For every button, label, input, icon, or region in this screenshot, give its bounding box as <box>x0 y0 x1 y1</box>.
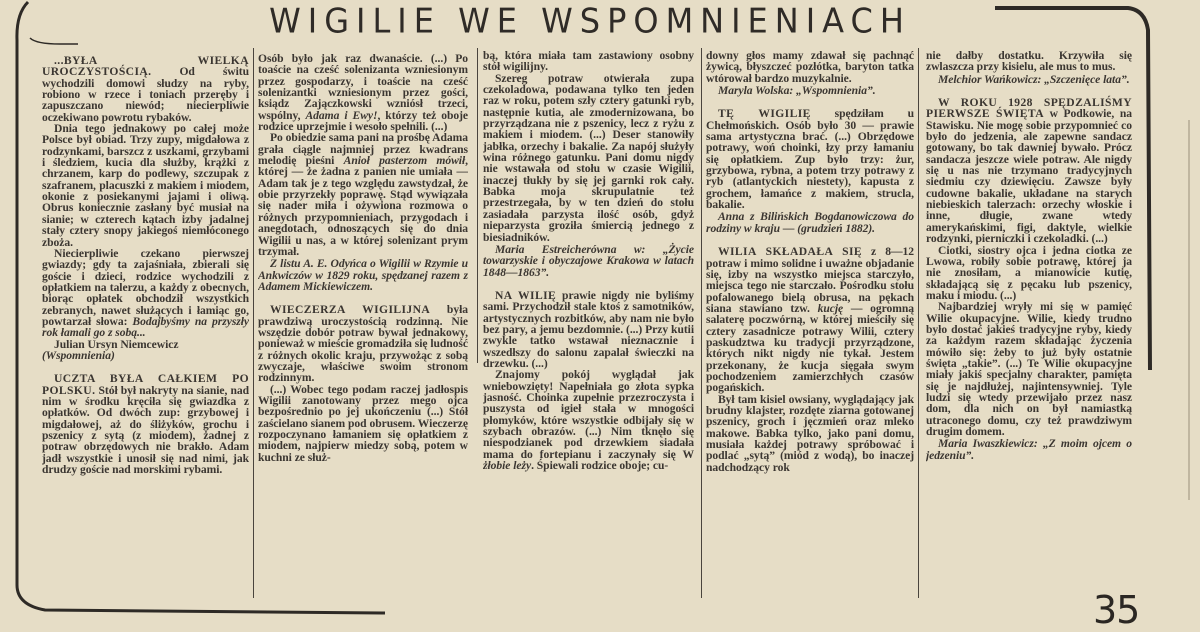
section-lead: TĘ WIGILIĘ <box>718 107 811 121</box>
text: Stół był nakryty na sianie, nad nim w środku kręciła się gwiazdka z opłatków. Od dwóch zup: grzybowej i migdałowej, aż do śliżyków, grochu i pszenicy z sytą (z miodem), żadnej z potraw obrzędowych nie brakło. Adam jadł wszystkie i unosił się nad nimi, jak drudzy goście nad morskimi rybami. <box>42 383 249 477</box>
italic-text: Bodajbyśmy na przyszły rok łamali go z sobą... <box>42 314 249 340</box>
text: Był tam kisiel owsiany, wyglądający jak brudny klajster, rozdęte ziarna gotowanej pszenicy, groch i jęczmień oraz mleko makowe. Babka tylko, jako pani domu, musiała każdej potrawy spróbować i podlać „sytą” (miód z wodą), bo inaczej nadchodzący rok <box>706 392 914 474</box>
italic-text: kucję <box>817 301 844 315</box>
section-lead: W ROKU 1928 SPĘDZALIŚMY PIERWSZE ŚWIĘTA <box>926 96 1132 121</box>
text: (...) Wobec tego podam raczej jadłospis Wigilii zanotowany przez mego ojca bezpośrednio po jej ukończeniu (...) Stół zaścielano sianem pod obrusem. Wieczerzę rozpoczynano łamaniem się opłatkiem z miodem, najpierw miedzy sobą, potem w kuchni ze służ- <box>258 382 468 464</box>
paragraph <box>926 301 1132 437</box>
paragraph <box>42 55 249 123</box>
source-citation <box>926 438 1132 461</box>
section-lead: NA WILIĘ <box>495 288 557 302</box>
paragraph <box>42 123 249 248</box>
text: Ciotki, siostry ojca i jedna ciotka ze Lwowa, robiły sobie potrawę, której ja nie znosiłam, a mianowicie kutię, składającą się z pęcaku lub pszenicy, maku i miodu. (...) <box>926 243 1132 302</box>
text: Znajomy pokój wyglądał jak wniebowzięty! Napełniała go złota sypka jasność. Choinka zupełnie przezroczysta i puszysta od igieł stała w mnogości płomyków, które wszystkie odbijały się w szybach obrazów. (...) Nim tknęło się niespodzianek pod drzewkiem siadała mama do fortepianu i zaczynały się W <box>483 368 694 461</box>
paragraph <box>706 246 914 393</box>
source-citation <box>926 74 1132 85</box>
paragraph <box>258 53 468 132</box>
text: Maria Estreicherówna w: „Życie towarzyskie i obyczajowe Krakowa w latach 1848—1863”. <box>483 242 694 279</box>
text: spędziłam u Chełmońskich. Osób było 30 — prawie sama artystyczna brać. (...) Obrzędowe potrawy, woń choinki, łzy przy łamaniu się opłatkiem. Zup było trzy: żur, grzybowa, rybna, a potem trzy potrawy z ryb (atlantyckich niestety), kapusta z grochem, łamańce z makiem, strucla, bakalie. <box>706 107 914 212</box>
text: nie dałby dostatku. Krzywiła się zwlaszcza przy kisielu, ale mus to mus. <box>926 50 1132 74</box>
text: Najbardziej wryły mi się w pamięć Wilie okupacyjne. Wilie, kiedy trudno było dostać jakieś tradycyjne ryby, kiedy za każdym razem składając życzenia mówiło się: żeby to już były ostatnie święta „takie”. (...) Te Wilie okupacyjne miały jakiś specjalny charakter, pamięta się je najdłużej, najintensywniej. Tyle ludzi się wtedy przewijało przez nasz dom, dla nich on był namiastką utraconego domu, czy też prawdziwym drugim domem. <box>926 300 1132 438</box>
section-lead: ...BYŁA WIELKĄ UROCZYSTOŚCIĄ. <box>42 55 249 79</box>
column-divider <box>701 48 702 598</box>
text: Melchior Wańkowicz: „Szczenięce lata”. <box>938 72 1130 86</box>
article-column-4 <box>706 50 914 603</box>
paragraph <box>258 304 468 383</box>
paragraph <box>483 369 694 471</box>
section-lead: WILIA SKŁADAŁA SIĘ <box>718 245 862 259</box>
paragraph <box>42 350 249 361</box>
text: , którzy też oboje rodzice uprzejmie i wesoło spełnili. (...) <box>258 108 468 134</box>
text: była prawdziwą uroczystością rodzinną. Nie wszędzie dobór potraw bywał jednakowy, ponieważ w mieście gromadziła się ludność z różnych okolic kraju, przywożąc z sobą zwyczaje, właściwe swoim stronom rodzinnym. <box>258 303 468 385</box>
paragraph <box>706 394 914 473</box>
text: downy głos mamy zdawał się pachnąć żywicą, błyszczeć pozłótka, baryton tatka wtórował bardzo muzykalnie. <box>706 50 914 85</box>
paragraph <box>258 132 468 257</box>
italic-text: (Wspomnienia) <box>42 348 115 362</box>
text: , której — że żadna z panien nie umiała — Adam tak je z tego względu zawstydzał, że obie przyrzekły poprawę. Stąd wywiązała się nader miła i ożywiona rozmowa o różnych przypomnieniach, przygodach i anegdotach, odnoszących się do dnia Wigilii u nas, a w której solenizant prym trzymał. <box>258 154 468 258</box>
section-lead: WIECZERZA WIGILIJNA <box>270 303 431 317</box>
italic-text: żłobie leży <box>483 459 532 473</box>
text: — ogromną salaterę poczwórną, w której mieściły się cztery zasadnicze potrawy Wilii, cztery paskudztwa ku tradycji przyrządzone, których nikt nigdy nie tykał. Jestem przekonany, że kucja sięgała swym pochodzeniem zamierzchłych czasów pogańskich. <box>706 301 914 395</box>
article-column-3 <box>483 50 694 603</box>
paragraph <box>926 245 1132 302</box>
text: Z listu A. E. Odyńca o Wigilii w Rzymie u Ankwiczów w 1829 roku, spędzanej razem z Adamem Mickiewiczem. <box>258 257 468 293</box>
source-citation <box>706 211 914 234</box>
text: Po obiedzie sama pani na prośbę Adama grała ciągle najmniej przez kwadrans melodię pieśni <box>258 131 468 168</box>
paragraph <box>483 290 694 369</box>
paragraph <box>706 108 914 210</box>
paragraph <box>926 97 1132 244</box>
text: Od świtu wychodzili domowi słudzy na ryby, robiono w rzece i toniach przeręby i zapuszczano niewód; niecierpliwie oczekiwano powrotu rybaków. <box>42 65 249 124</box>
text: Julian Ursyn Niemcewicz <box>54 337 179 351</box>
source-citation <box>258 258 468 292</box>
paragraph <box>483 50 694 73</box>
paragraph <box>706 50 914 84</box>
text: w Podkowie, na Stawisku. Nie mogę sobie przypomnieć co było do jedzenia, ale zapewne sandacz gotowany, bo tak dawniej bywało. Prócz sandacza jeszcze wiele potraw. Ale nigdy się u nas nie trzymano tradycyjnych siedmiu czy dziewięciu. Zawsze były cudowne bakalie, układane na starych niebieskich talerzach: orzechy włoskie i inne, długie, zwane wtedy amerykańskimi, figi, daktyle, wielkie rodzynki, pierniczki i czekoladki. (...) <box>926 107 1132 246</box>
source-citation <box>483 244 694 278</box>
italic-text: Anioł pasterzom mówił <box>343 154 466 168</box>
paragraph <box>258 384 468 463</box>
italic-text: Adama i Ewy! <box>305 108 378 122</box>
column-divider <box>253 48 254 598</box>
paragraph <box>42 373 249 475</box>
text: Anna z Bilińskich Bogdanowiczowa do rodziny w kraju — (grudzień 1882). <box>706 210 914 235</box>
text: Dnia tego jednakowy po całej może Polsce był obiad. Trzy zupy, migdałowa z rodzynkami, barszcz z uszkami, grzybami i śledziem, kucia dla służby, krążki z chrzanem, karp do podlewy, szczupak z szafranem, placuszki z makiem i miodem, okonie z posiekanymi jajami i oliwą. Obrus koniecznie zasłany być musiał na sianie; w czterech kątach izby jadalnej stały cztery snopy jakiegoś niemłóconego zboża. <box>42 122 249 249</box>
source-citation <box>706 85 914 96</box>
text: bą, która miała tam zastawiony osobny stół wigilijny. <box>483 50 694 74</box>
section-lead: UCZTA BYŁA CAŁKIEM PO POLSKU. <box>42 372 249 397</box>
text: Maryla Wolska: „Wspomnienia”. <box>718 84 876 98</box>
paragraph <box>483 73 694 243</box>
text: . Śpiewali rodzice oboje; cu- <box>531 459 669 473</box>
article-column-1 <box>42 55 249 605</box>
text: Maria Iwaszkiewicz: „Z moim ojcem o jedzeniu”. <box>926 437 1132 462</box>
column-divider <box>477 48 478 363</box>
article-column-2 <box>258 53 468 601</box>
page-number: 35 <box>1093 588 1140 632</box>
text: z 8—12 potraw i mimo solidne i uważne objadanie się, izby na wszystko miejsca starczyło, miejsca tego nie starczało. Pośrodku stołu pofalowanego bielą obrusa, na pękach siana stawiano tzw. <box>706 245 914 315</box>
paragraph <box>926 50 1132 73</box>
article-column-5 <box>926 50 1132 590</box>
text: prawie nigdy nie byliśmy sami. Przychodził stale ktoś z samotników, artystycznych rozbitków, aby nam nie było bez pary, a jemu bezdomnie. (...) Przy kutii zwykle tatko wstawał nieznacznie i wszedłszy do salonu zapalał świeczki na drzewku. (...) <box>483 288 694 370</box>
column-divider <box>918 48 919 598</box>
page-title: WIGILIE WE WSPOMNIENIACH <box>269 1 911 41</box>
paragraph <box>42 248 249 339</box>
text: Osób było jak raz dwanaście. (...) Po toaście na cześć solenizanta wzniesionym przez gospodarzy, i toaście na cześć solenizantki wzniesionym przez gości, ksiądz Zajączkowski wzniósł trzeci, wspólny, <box>258 53 468 122</box>
text: Niecierpliwie czekano pierwszej gwiazdy; gdy ta zajaśniała, zbierali się goście i dzieci, rodzice wychodzili z opłatkiem na talerzu, a każdy z obecnych, biorąc opłatek obchodził wszystkich zebranych, nawet służących i łamiąc go, powtarzał słowa: <box>42 246 249 328</box>
text: Szereg potraw otwierała zupa czekoladowa, podawana tylko ten jeden raz w roku, potem szły cztery gatunki ryb, następnie kutia, ale zmodernizowana, bo przyrządzana nie z pszenicy, lecz z ryżu z makiem i miodem. (...) Deser stanowiły jabłka, orzechy i bakalie. Za napój służyły wina różnego gatunku. Pani domu nigdy nie wstawała od stołu w czasie Wigilii, inaczej tłukły by się jej garnki rok cały. Babka moja skrupulatnie też przestrzegała, by w ten dzień do stołu zasiadała parzysta ilość osób, gdyż nieparzysta groziła śmiercią jednego z biesiadników. <box>483 71 694 244</box>
